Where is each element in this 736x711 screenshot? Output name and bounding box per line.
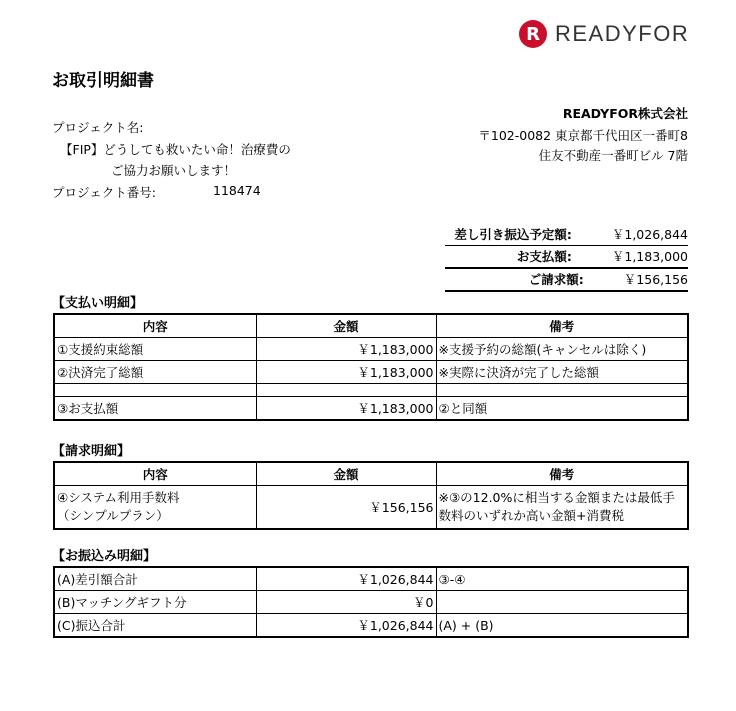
cell-item: (A)差引額合計 bbox=[54, 567, 256, 591]
col-header-amount: 金額 bbox=[256, 314, 436, 338]
cell-item-line1: ④システム利用手数料 bbox=[57, 490, 180, 505]
cell-amount: ￥156,156 bbox=[256, 486, 436, 530]
cell-amount bbox=[256, 384, 436, 397]
table-row bbox=[54, 614, 688, 638]
summary-label: お支払額: bbox=[516, 249, 572, 264]
cell-note: ※実際に決済が完了した総額 bbox=[436, 361, 688, 384]
transfer-heading: 【お振込み明細】 bbox=[52, 549, 157, 564]
cell-amount: ￥1,183,000 bbox=[256, 338, 436, 361]
billing-heading: 【請求明細】 bbox=[52, 444, 131, 459]
project-name-label: プロジェクト名: bbox=[52, 120, 144, 135]
cell-amount: ￥1,026,844 bbox=[256, 567, 436, 591]
page-title: お取引明細書 bbox=[52, 71, 154, 91]
table-row bbox=[54, 361, 688, 384]
table-row bbox=[54, 397, 688, 421]
project-name-line1: 【FIP】どうしても救いたい命！治療費の bbox=[60, 142, 291, 157]
summary-label: ご請求額: bbox=[528, 272, 584, 287]
brand-logo bbox=[519, 20, 689, 48]
summary-net-transfer bbox=[445, 223, 688, 246]
cell-item bbox=[54, 486, 256, 530]
billing-table bbox=[53, 461, 689, 530]
summary-value: ￥156,156 bbox=[623, 272, 688, 287]
cell-note-line2: 数料のいずれか高い金額+消費税 bbox=[438, 508, 624, 523]
table-row bbox=[54, 591, 688, 614]
cell-item: (B)マッチングギフト分 bbox=[54, 591, 256, 614]
summary-payment bbox=[445, 245, 688, 269]
cell-item: ②決済完了総額 bbox=[54, 361, 256, 384]
col-header-item: 内容 bbox=[54, 462, 256, 486]
cell-amount: ￥0 bbox=[256, 591, 436, 614]
table-header-row bbox=[54, 462, 688, 486]
project-number-label: プロジェクト番号: bbox=[52, 185, 156, 200]
table-row bbox=[54, 384, 688, 397]
brand-name: READYFOR bbox=[555, 21, 690, 46]
cell-note bbox=[436, 591, 688, 614]
payment-heading: 【支払い明細】 bbox=[52, 296, 144, 311]
col-header-item: 内容 bbox=[54, 314, 256, 338]
table-header-row bbox=[54, 314, 688, 338]
table-row bbox=[54, 567, 688, 591]
company-address2: 住友不動産一番町ビル 7階 bbox=[538, 148, 688, 163]
cell-note bbox=[436, 384, 688, 397]
cell-item: (C)振込合計 bbox=[54, 614, 256, 638]
table-row bbox=[54, 338, 688, 361]
summary-billing bbox=[445, 268, 688, 292]
cell-item-line2: （シンプルプラン） bbox=[57, 508, 169, 523]
project-name-line2: ご協力お願いします！ bbox=[111, 163, 237, 178]
summary-value: ￥1,026,844 bbox=[611, 227, 688, 242]
transfer-table bbox=[53, 566, 689, 638]
cell-item: ①支援約束総額 bbox=[54, 338, 256, 361]
summary-value: ￥1,183,000 bbox=[611, 249, 688, 264]
cell-note: ※支援予約の総額(キャンセルは除く) bbox=[436, 338, 688, 361]
cell-note-line1: ※③の12.0%に相当する金額または最低手 bbox=[438, 490, 675, 505]
col-header-amount: 金額 bbox=[256, 462, 436, 486]
cell-amount: ￥1,183,000 bbox=[256, 397, 436, 421]
cell-note: ③-④ bbox=[436, 567, 688, 591]
company-address1: 〒102-0082 東京都千代田区一番町8 bbox=[478, 128, 688, 143]
brand-mark: R bbox=[519, 20, 547, 48]
payment-table bbox=[53, 313, 689, 421]
summary-label: 差し引き振込予定額: bbox=[454, 227, 572, 242]
cell-item bbox=[54, 384, 256, 397]
cell-note: (A) + (B) bbox=[436, 614, 688, 638]
col-header-note: 備考 bbox=[436, 462, 688, 486]
company-name: READYFOR株式会社 bbox=[562, 106, 688, 121]
project-number: 118474 bbox=[213, 183, 261, 198]
table-row bbox=[54, 486, 688, 530]
cell-note: ②と同額 bbox=[436, 397, 688, 421]
cell-note bbox=[436, 486, 688, 530]
cell-amount: ￥1,183,000 bbox=[256, 361, 436, 384]
cell-amount: ￥1,026,844 bbox=[256, 614, 436, 638]
col-header-note: 備考 bbox=[436, 314, 688, 338]
cell-item: ③お支払額 bbox=[54, 397, 256, 421]
